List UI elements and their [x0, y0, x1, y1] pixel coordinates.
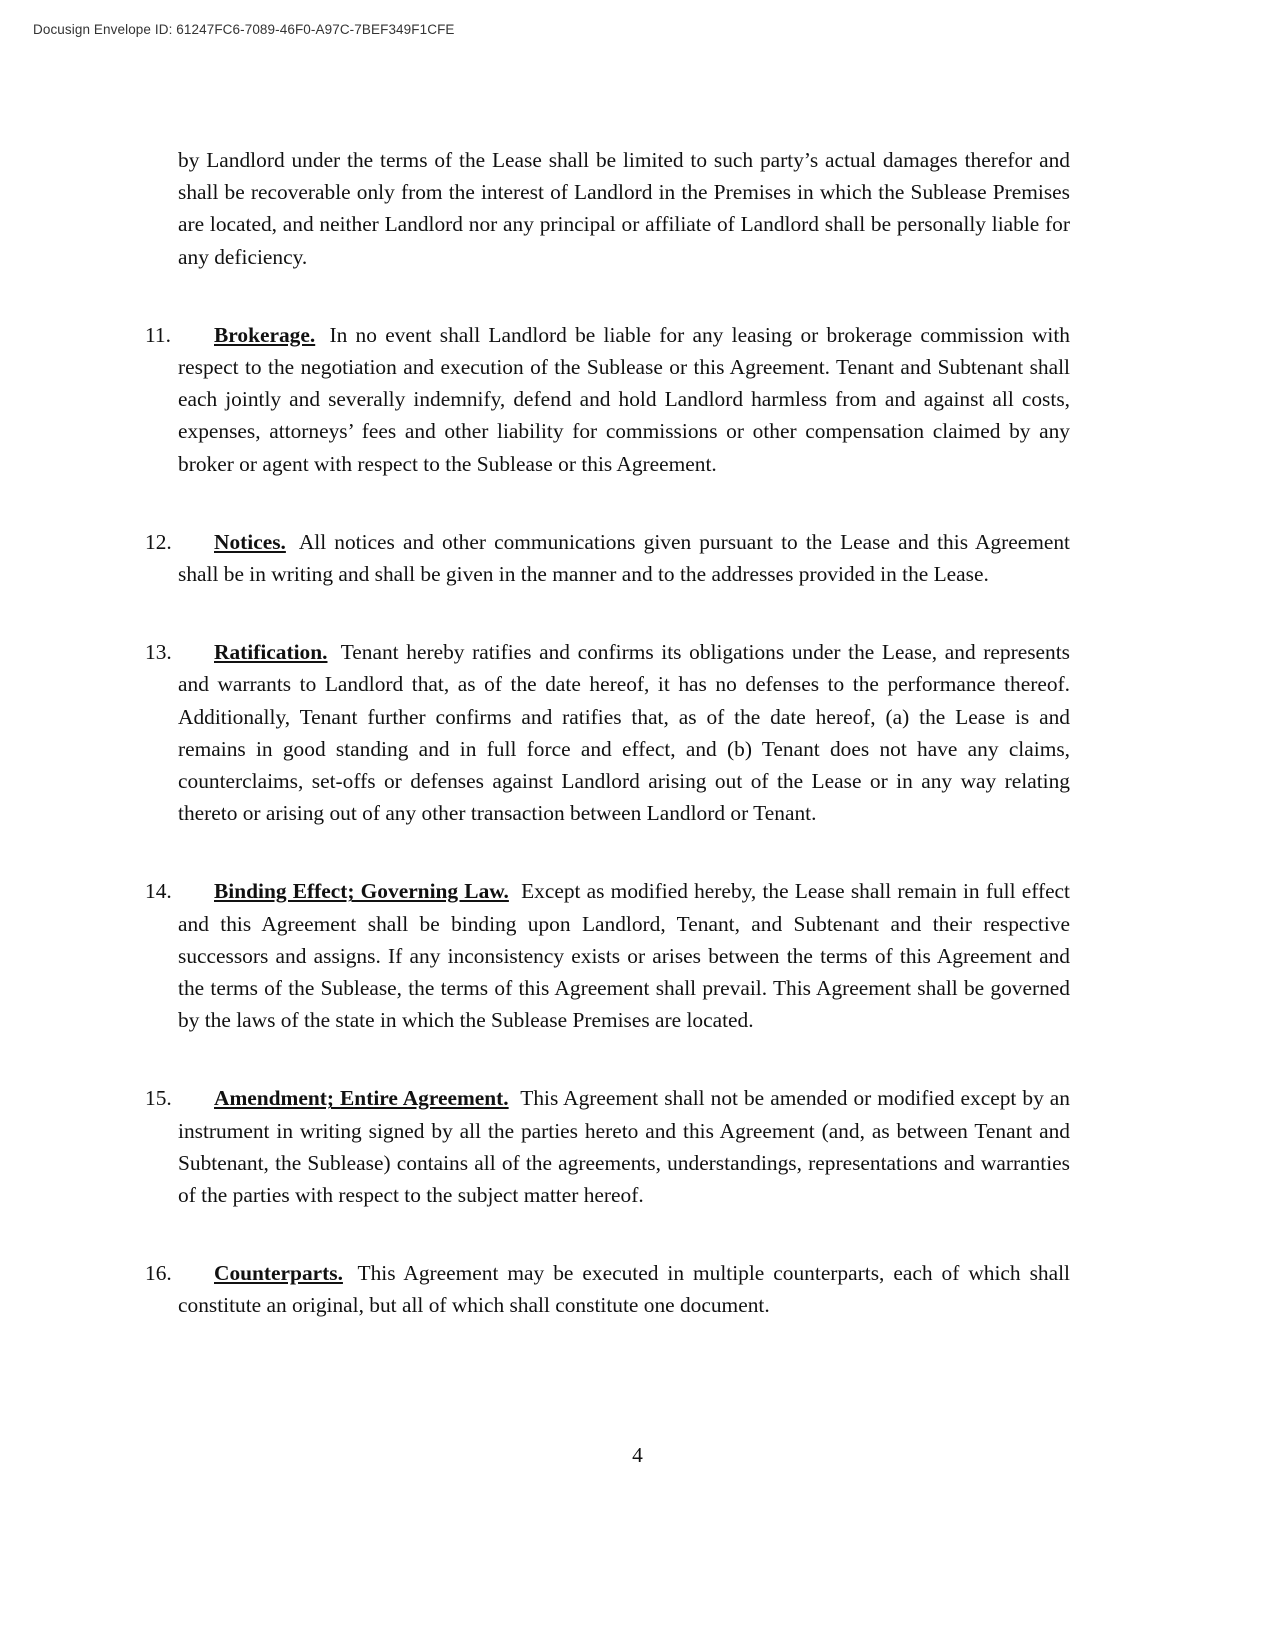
section-number: 15.: [145, 1086, 172, 1111]
section-13-ratification: [145, 636, 1070, 829]
section-title: Notices.: [214, 529, 286, 554]
section-title: Amendment; Entire Agreement.: [214, 1086, 509, 1111]
page-number: 4: [632, 1443, 643, 1467]
section-16-counterparts: [145, 1257, 1070, 1321]
document-body: [145, 144, 1070, 1368]
section-text: Except as modified hereby, the Lease shall remain in full effect and this Agreement shall be binding upon Landlord, Tenant, and Subtenant and their respective successors and assigns. If any inconsistency exists or arises between the terms of this Agreement and the terms of the Sublease, the terms of this Agreement shall prevail. This Agreement shall be governed by the laws of the state in which the Sublease Premises are located.: [178, 879, 1070, 1033]
section-number: 14.: [145, 879, 172, 904]
section-number: 16.: [145, 1261, 172, 1286]
section-14-binding-effect: [145, 875, 1070, 1036]
section-15-amendment: [145, 1082, 1070, 1211]
section-number: 11.: [145, 322, 171, 347]
section-text: This Agreement shall not be amended or modified except by an instrument in writing signed by all the parties hereto and this Agreement (and, as between Tenant and Subtenant, the Sublease) contains all of the agreements, understandings, representations and warranties of the parties with respect to the subject matter hereof.: [178, 1086, 1070, 1208]
section-12-notices: [145, 526, 1070, 590]
section-text: In no event shall Landlord be liable for any leasing or brokerage commission with respect to the negotiation and execution of the Sublease or this Agreement. Tenant and Subtenant shall each jointly and severally indemnify, defend and hold Landlord harmless from and against all costs, expenses, attorneys’ fees and other liability for commissions or other compensation claimed by any broker or agent with respect to the Sublease or this Agreement.: [178, 322, 1070, 476]
section-title: Binding Effect; Governing Law.: [214, 879, 509, 904]
envelope-id-header: Docusign Envelope ID: 61247FC6-7089-46F0-A97C-7BEF349F1CFE: [33, 22, 455, 37]
section-title: Brokerage.: [214, 322, 316, 347]
section-text: Tenant hereby ratifies and confirms its obligations under the Lease, and represents and warrants to Landlord that, as of the date hereof, it has no defenses to the performance thereof. Additionally, Tenant further confirms and ratifies that, as of the date hereof, (a) the Lease is and remains in good standing and in full force and effect, and (b) Tenant does not have any claims, counterclaims, set-offs or defenses against Landlord arising out of the Lease or in any way relating thereto or arising out of any other transaction between Landlord or Tenant.: [178, 640, 1070, 826]
section-title: Counterparts.: [214, 1261, 343, 1286]
continuation-paragraph: by Landlord under the terms of the Lease shall be limited to such party’s actual damages therefor and shall be recoverable only from the interest of Landlord in the Premises in which the Sublease Premises are located, and neither Landlord nor any principal or affiliate of Landlord shall be personally liable for any deficiency.: [178, 148, 1070, 269]
section-text: All notices and other communications given pursuant to the Lease and this Agreement shall be in writing and shall be given in the manner and to the addresses provided in the Lease.: [178, 529, 1070, 587]
section-title: Ratification.: [214, 640, 328, 665]
section-number: 13.: [145, 640, 172, 665]
section-11-brokerage: [145, 319, 1070, 480]
section-text: This Agreement may be executed in multiple counterparts, each of which shall constitute an original, but all of which shall constitute one document.: [178, 1261, 1070, 1318]
section-number: 12.: [145, 529, 172, 554]
